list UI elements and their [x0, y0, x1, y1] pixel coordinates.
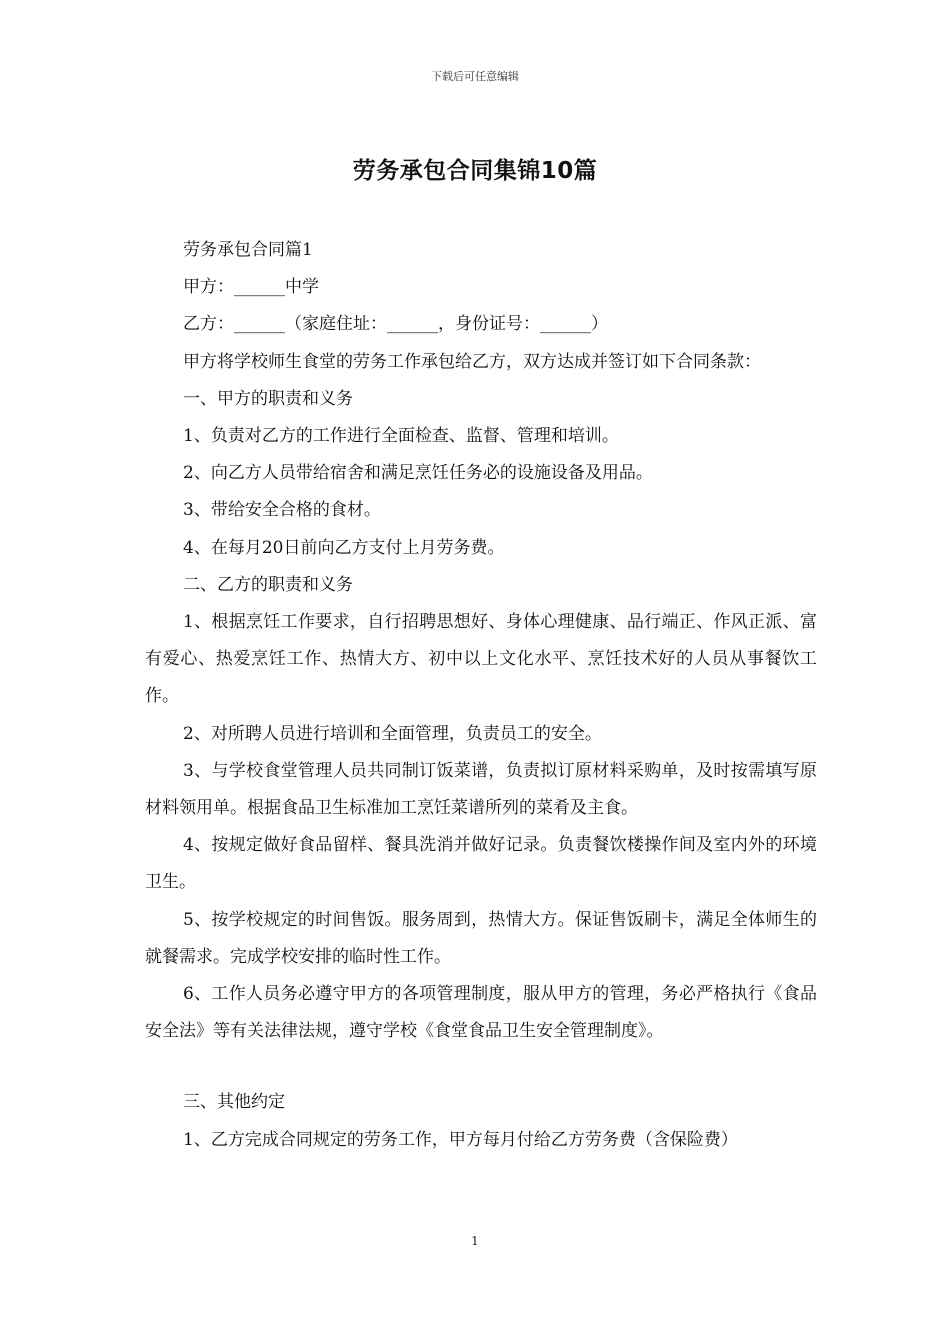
party-b-clause-6: 6、工作人员务必遵守甲方的各项管理制度，服从甲方的管理，务必严格执行《食品安全法》等有关法律法规，遵守学校《食堂食品卫生安全管理制度》。: [145, 984, 817, 1042]
party-a-line: 甲方：______中学: [183, 277, 319, 298]
party-b-line: 乙方：______（家庭住址：______，身份证号：______）: [183, 314, 608, 335]
party-a-clause-2: 2、向乙方人员带给宿舍和满足烹饪任务必的设施设备及用品。: [183, 463, 653, 484]
document-title: 劳务承包合同集锦10篇: [352, 158, 598, 184]
party-b-clause-4: 4、按规定做好食品留样、餐具洗消并做好记录。负责餐饮楼操作间及室内外的环境卫生。: [145, 835, 817, 893]
party-b-clause-5: 5、按学校规定的时间售饭。服务周到，热情大方。保证售饭刷卡，满足全体师生的就餐需求。完成学校安排的临时性工作。: [145, 909, 817, 967]
document-body: [145, 232, 817, 1159]
page-number: 1: [471, 1234, 479, 1248]
page-header-note: 下载后可任意编辑: [431, 70, 519, 83]
intro-paragraph: 甲方将学校师生食堂的劳务工作承包给乙方，双方达成并签订如下合同条款：: [183, 351, 761, 372]
section-heading-party-a-duties: 一、甲方的职责和义务: [183, 388, 353, 409]
other-terms-clause-1: 1、乙方完成合同规定的劳务工作，甲方每月付给乙方劳务费（含保险费）: [183, 1129, 738, 1150]
section-heading-contract-1: 劳务承包合同篇1: [183, 240, 313, 260]
section-heading-party-b-duties: 二、乙方的职责和义务: [183, 574, 353, 595]
party-a-clause-4: 4、在每月20日前向乙方支付上月劳务费。: [183, 537, 505, 558]
party-a-clause-3: 3、带给安全合格的食材。: [183, 500, 381, 521]
party-b-clause-3: 3、与学校食堂管理人员共同制订饭菜谱，负责拟订原材料采购单，及时按需填写原材料领用单。根据食品卫生标准加工烹饪菜谱所列的菜肴及主食。: [145, 760, 817, 819]
section-heading-other-terms: 三、其他约定: [183, 1092, 285, 1113]
party-b-clause-2: 2、对所聘人员进行培训和全面管理，负责员工的安全。: [183, 723, 602, 744]
party-b-clause-1: 1、根据烹饪工作要求，自行招聘思想好、身体心理健康、品行端正、作风正派、富有爱心、热爱烹饪工作、热情大方、初中以上文化水平、烹饪技术好的人员从事餐饮工作。: [145, 612, 817, 707]
party-a-clause-1: 1、负责对乙方的工作进行全面检查、监督、管理和培训。: [183, 426, 619, 447]
